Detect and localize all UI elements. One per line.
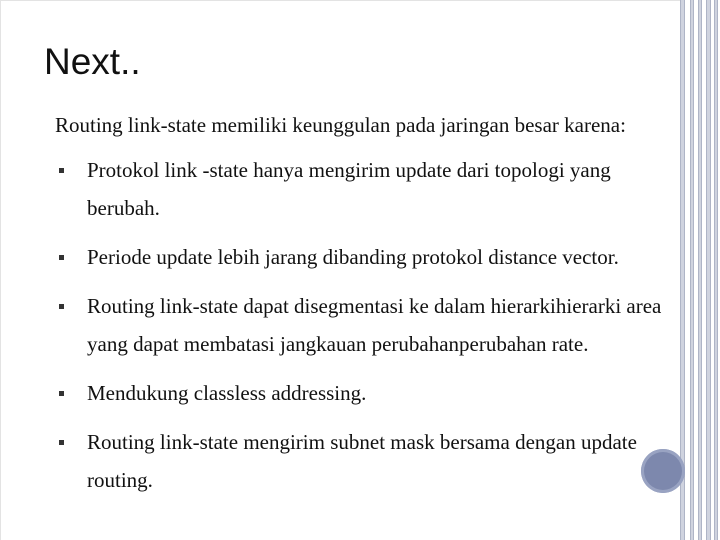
decorative-rail <box>706 0 711 540</box>
bullet-item <box>55 374 665 412</box>
bullet-list <box>55 151 665 510</box>
square-bullet-icon <box>59 255 64 260</box>
bullet-item <box>55 238 665 276</box>
bullet-item <box>55 423 665 499</box>
slide-title: Next.. <box>44 41 141 82</box>
slide-left-border <box>0 0 1 540</box>
decorative-circle-icon <box>641 449 685 493</box>
square-bullet-icon <box>59 168 64 173</box>
decorative-rail <box>690 0 694 540</box>
slide-top-border <box>0 0 681 1</box>
bullet-text: Mendukung classless addressing. <box>87 381 367 405</box>
square-bullet-icon <box>59 304 64 309</box>
bullet-item <box>55 151 665 227</box>
intro-text: Routing link-state memiliki keunggulan pada jaringan besar karena: <box>55 113 626 137</box>
decorative-right-rails <box>680 0 720 540</box>
bullet-text: Protokol link -state hanya mengirim update dari topologi yang berubah. <box>87 158 611 220</box>
square-bullet-icon <box>59 440 64 445</box>
square-bullet-icon <box>59 391 64 396</box>
decorative-rail <box>714 0 718 540</box>
decorative-rail <box>698 0 702 540</box>
bullet-text: Routing link-state dapat disegmentasi ke dalam hierarkihierarki area yang dapat membatasi jangkauan perubahanperubahan rate. <box>87 294 662 356</box>
bullet-item <box>55 287 665 363</box>
bullet-text: Routing link-state mengirim subnet mask bersama dengan update routing. <box>87 430 637 492</box>
bullet-text: Periode update lebih jarang dibanding protokol distance vector. <box>87 245 619 269</box>
